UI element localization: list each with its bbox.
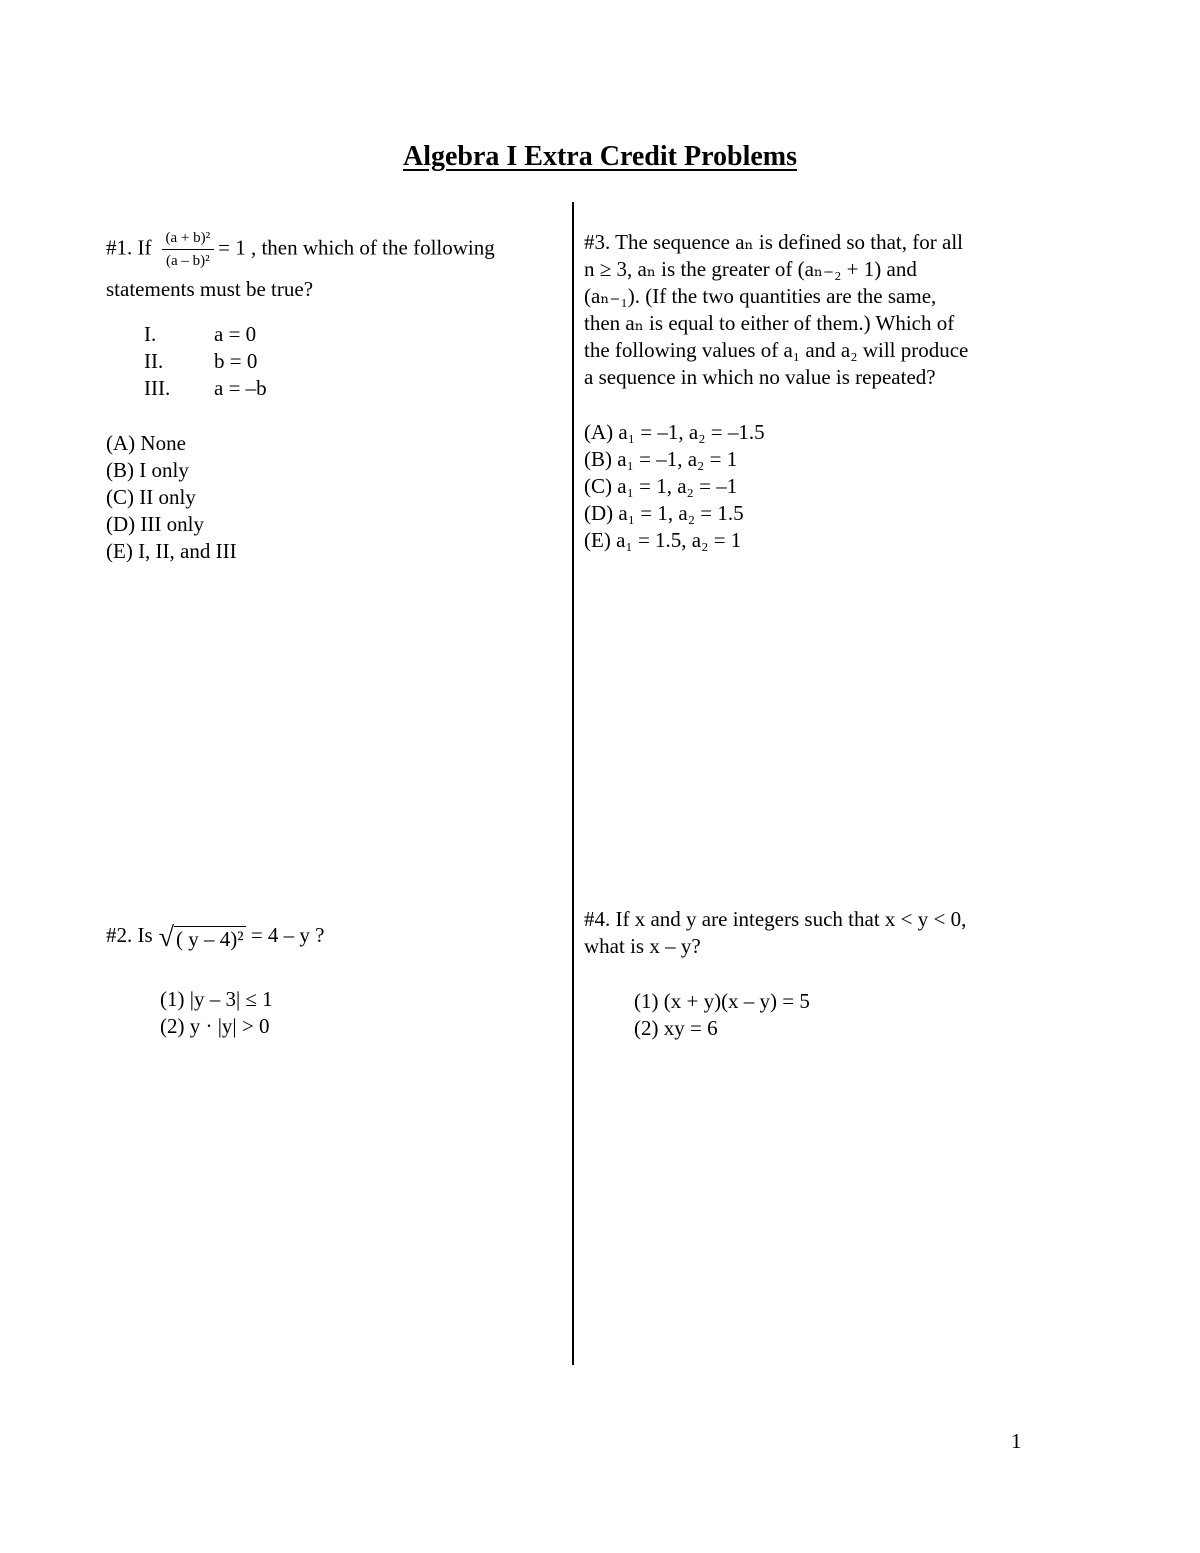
question-1-fraction <box>162 229 215 270</box>
question-4-stem <box>584 906 1034 960</box>
answer-choice: (B) I only <box>106 458 189 482</box>
answer-choice: (D) a₁ = 1, a₂ = 1.5 <box>584 501 744 525</box>
answer-choice: (D) III only <box>106 512 204 536</box>
question-4-statements <box>584 988 1034 1042</box>
statement-expr: a = –b <box>214 376 267 400</box>
fraction-numerator: (a + b)² <box>162 229 215 250</box>
question-1-stem <box>106 229 556 270</box>
column-divider <box>572 202 574 1365</box>
statement-expr: b = 0 <box>214 349 258 373</box>
question-1-stem-line2: statements must be true? <box>106 277 314 301</box>
statement-row <box>106 321 556 348</box>
statement-label: II. <box>144 349 164 373</box>
answer-choice: (B) a₁ = –1, a₂ = 1 <box>584 447 738 471</box>
statement-row <box>106 375 556 402</box>
question-3-stem <box>584 229 1034 391</box>
question-2-statements <box>106 986 556 1040</box>
fraction-denominator: (a – b)² <box>165 253 210 269</box>
radicand: ( y – 4)² <box>176 927 244 951</box>
stem-line: (aₙ₋₁). (If the two quantities are the same, <box>584 284 937 308</box>
question-1 <box>106 229 556 565</box>
square-root <box>159 924 246 953</box>
statement-label: I. <box>144 322 157 346</box>
question-2-stem <box>106 922 556 953</box>
question-3-choices <box>584 419 1034 554</box>
answer-choice: (A) None <box>106 431 186 455</box>
question-2 <box>106 922 556 1040</box>
radical-sign-icon: √ <box>158 922 175 953</box>
data-statement: (1) |y – 3| ≤ 1 <box>160 987 273 1011</box>
stem-line: #3. The sequence aₙ is defined so that, for all <box>584 230 963 254</box>
statement-expr: a = 0 <box>214 322 257 346</box>
stem-line: what is x – y? <box>584 934 701 958</box>
answer-choice: (C) a₁ = 1, a₂ = –1 <box>584 474 738 498</box>
data-statement: (2) xy = 6 <box>634 1016 718 1040</box>
stem-line: #4. If x and y are integers such that x < y < 0, <box>584 907 967 931</box>
page-title: Algebra I Extra Credit Problems <box>402 141 798 172</box>
data-statement: (2) y · |y| > 0 <box>160 1014 270 1038</box>
page-number: 1 <box>1011 1429 1022 1453</box>
statement-row <box>106 348 556 375</box>
question-1-stem-rest: = 1 , then which of the following <box>218 235 495 260</box>
answer-choice: (C) II only <box>106 485 196 509</box>
question-1-choices <box>106 430 556 565</box>
question-1-statements <box>106 321 556 402</box>
stem-line: then aₙ is equal to either of them.) Which of <box>584 311 955 335</box>
data-statement: (1) (x + y)(x – y) = 5 <box>634 989 810 1013</box>
question-3 <box>584 229 1034 554</box>
question-4 <box>584 906 1034 1042</box>
question-2-prefix: #2. Is <box>106 923 153 947</box>
stem-line: the following values of a₁ and a₂ will produce <box>584 338 969 362</box>
stem-line: n ≥ 3, aₙ is the greater of (aₙ₋₂ + 1) and <box>584 257 917 281</box>
answer-choice: (A) a₁ = –1, a₂ = –1.5 <box>584 420 765 444</box>
question-2-rest: = 4 – y ? <box>250 923 325 947</box>
statement-label: III. <box>144 376 171 400</box>
stem-line: a sequence in which no value is repeated? <box>584 365 936 389</box>
answer-choice: (E) I, II, and III <box>106 539 237 563</box>
question-1-prefix: #1. If <box>106 235 152 260</box>
answer-choice: (E) a₁ = 1.5, a₂ = 1 <box>584 528 742 552</box>
